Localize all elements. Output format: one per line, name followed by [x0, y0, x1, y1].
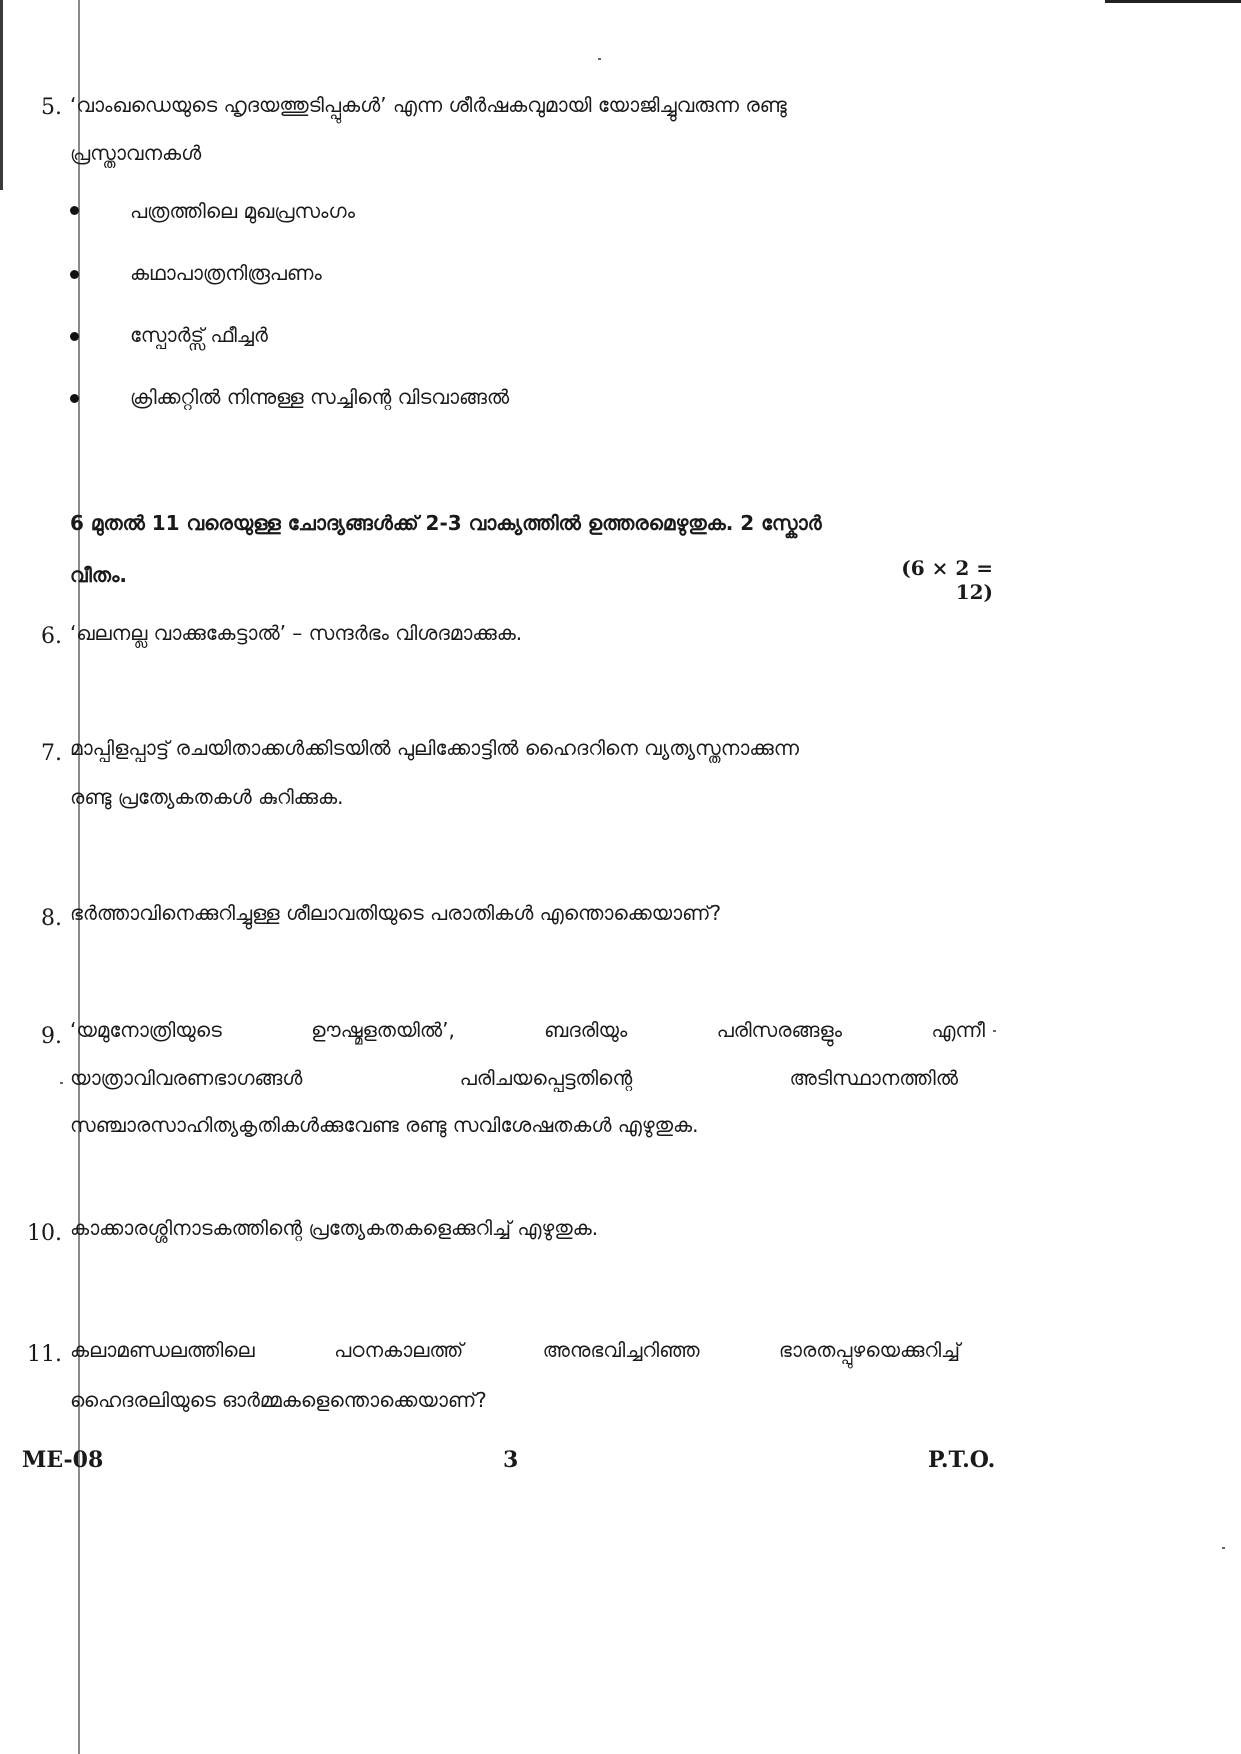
- word: പരിചയപ്പെട്ടതിന്റെ: [459, 1066, 633, 1090]
- word: കലാമണ്ഡലത്തിലെ: [70, 1338, 255, 1362]
- question-text-line: ‘വാംഖഡെയുടെ ഹൃദയത്തുടിപ്പുകൾ’ എന്ന ശീർഷകവുമായി യോജിച്ചുവരുന്ന രണ്ടു: [70, 93, 787, 117]
- question-text-line: [70, 1335, 960, 1365]
- scan-speck: [60, 1082, 63, 1084]
- question-text-line: ഭർത്താവിനെക്കുറിച്ചുള്ള ശീലാവതിയുടെ പരാതികൾ എന്തൊക്കെയാണ്?: [70, 901, 722, 925]
- question-text-line: മാപ്പിളപ്പാട്ട് രചയിതാക്കൾക്കിടയിൽ പുലിക്കോട്ടിൽ ഹൈദറിനെ വ്യത്യസ്തനാക്കുന്ന: [70, 736, 799, 760]
- word: അനുഭവിച്ചറിഞ്ഞ: [542, 1338, 700, 1362]
- scan-speck: [993, 1030, 996, 1032]
- scan-speck: [1222, 1547, 1225, 1549]
- question-text-line: കാക്കാരശ്ശിനാടകത്തിന്റെ പ്രത്യേകതകളെക്കുറിച്ച് എഴുതുക.: [70, 1216, 599, 1240]
- word: ‘യമുനോത്രിയുടെ: [70, 1018, 222, 1042]
- question-number: 5.: [41, 95, 62, 120]
- word: പരിസരങ്ങളും: [716, 1018, 843, 1042]
- word: എന്നീ: [931, 1018, 985, 1042]
- bullet-icon: [70, 332, 79, 341]
- question-number: 11.: [27, 1342, 62, 1367]
- word: ഭാരതപ്പുഴയെക്കുറിച്ച്: [778, 1338, 960, 1362]
- please-turn-over: P.T.O.: [928, 1447, 996, 1473]
- question-number: 6.: [41, 624, 62, 649]
- word: ബദരിയും: [544, 1018, 628, 1042]
- question-text-line: സഞ്ചാരസാഹിത്യകൃതികൾക്കുവേണ്ട രണ്ടു സവിശേഷതകൾ എഴുതുക.: [70, 1113, 699, 1137]
- word: യാത്രാവിവരണഭാഗങ്ങൾ: [70, 1066, 303, 1090]
- word: ഊഷ്മളതയിൽ’,: [311, 1018, 455, 1042]
- question-number: 9.: [41, 1024, 62, 1049]
- scan-speck: [598, 58, 601, 60]
- marks-allocation: (6 × 2 = 12): [901, 556, 993, 604]
- paper-code: ME-08: [22, 1447, 104, 1473]
- word: അടിസ്ഥാനത്തിൽ: [789, 1066, 958, 1090]
- question-number: 8.: [41, 906, 62, 931]
- scan-margin-line: [78, 0, 80, 1754]
- page-number: 3: [503, 1447, 519, 1473]
- question-text-line: [70, 1063, 958, 1093]
- bullet-icon: [70, 206, 79, 215]
- question-number: 10.: [27, 1221, 62, 1246]
- instruction-line: വീതം.: [70, 563, 127, 587]
- question-text-line: ‘ഖലനല്ല വാക്കുകേട്ടാൽ’ – സന്ദർഭം വിശദമാക്കുക.: [70, 621, 523, 645]
- scan-edge-top: [1105, 0, 1241, 3]
- question-text-line: ഹൈദരലിയുടെ ഓർമ്മകളെന്തൊക്കെയാണ്?: [70, 1388, 487, 1412]
- option-text: പത്രത്തിലെ മുഖപ്രസംഗം: [130, 199, 356, 223]
- option-text: കഥാപാത്രനിരൂപണം: [130, 261, 322, 285]
- question-number: 7.: [41, 741, 62, 766]
- bullet-icon: [70, 270, 79, 279]
- option-text: ക്രിക്കറ്റിൽ നിന്നുള്ള സച്ചിന്റെ വിടവാങ്ങൽ: [130, 385, 510, 409]
- question-text-line: രണ്ടു പ്രത്യേകതകൾ കുറിക്കുക.: [70, 785, 344, 809]
- question-text-line: പ്രസ്താവനകൾ: [70, 141, 202, 165]
- instruction-line: 6 മുതൽ 11 വരെയുള്ള ചോദ്യങ്ങൾക്ക് 2-3 വാക്യത്തിൽ ഉത്തരമെഴുതുക. 2 സ്കോർ: [70, 511, 822, 535]
- bullet-icon: [70, 394, 79, 403]
- option-text: സ്പോർട്സ് ഫീച്ചർ: [130, 323, 268, 347]
- question-text-line: [70, 1015, 985, 1045]
- word: പഠനകാലത്ത്: [334, 1338, 464, 1362]
